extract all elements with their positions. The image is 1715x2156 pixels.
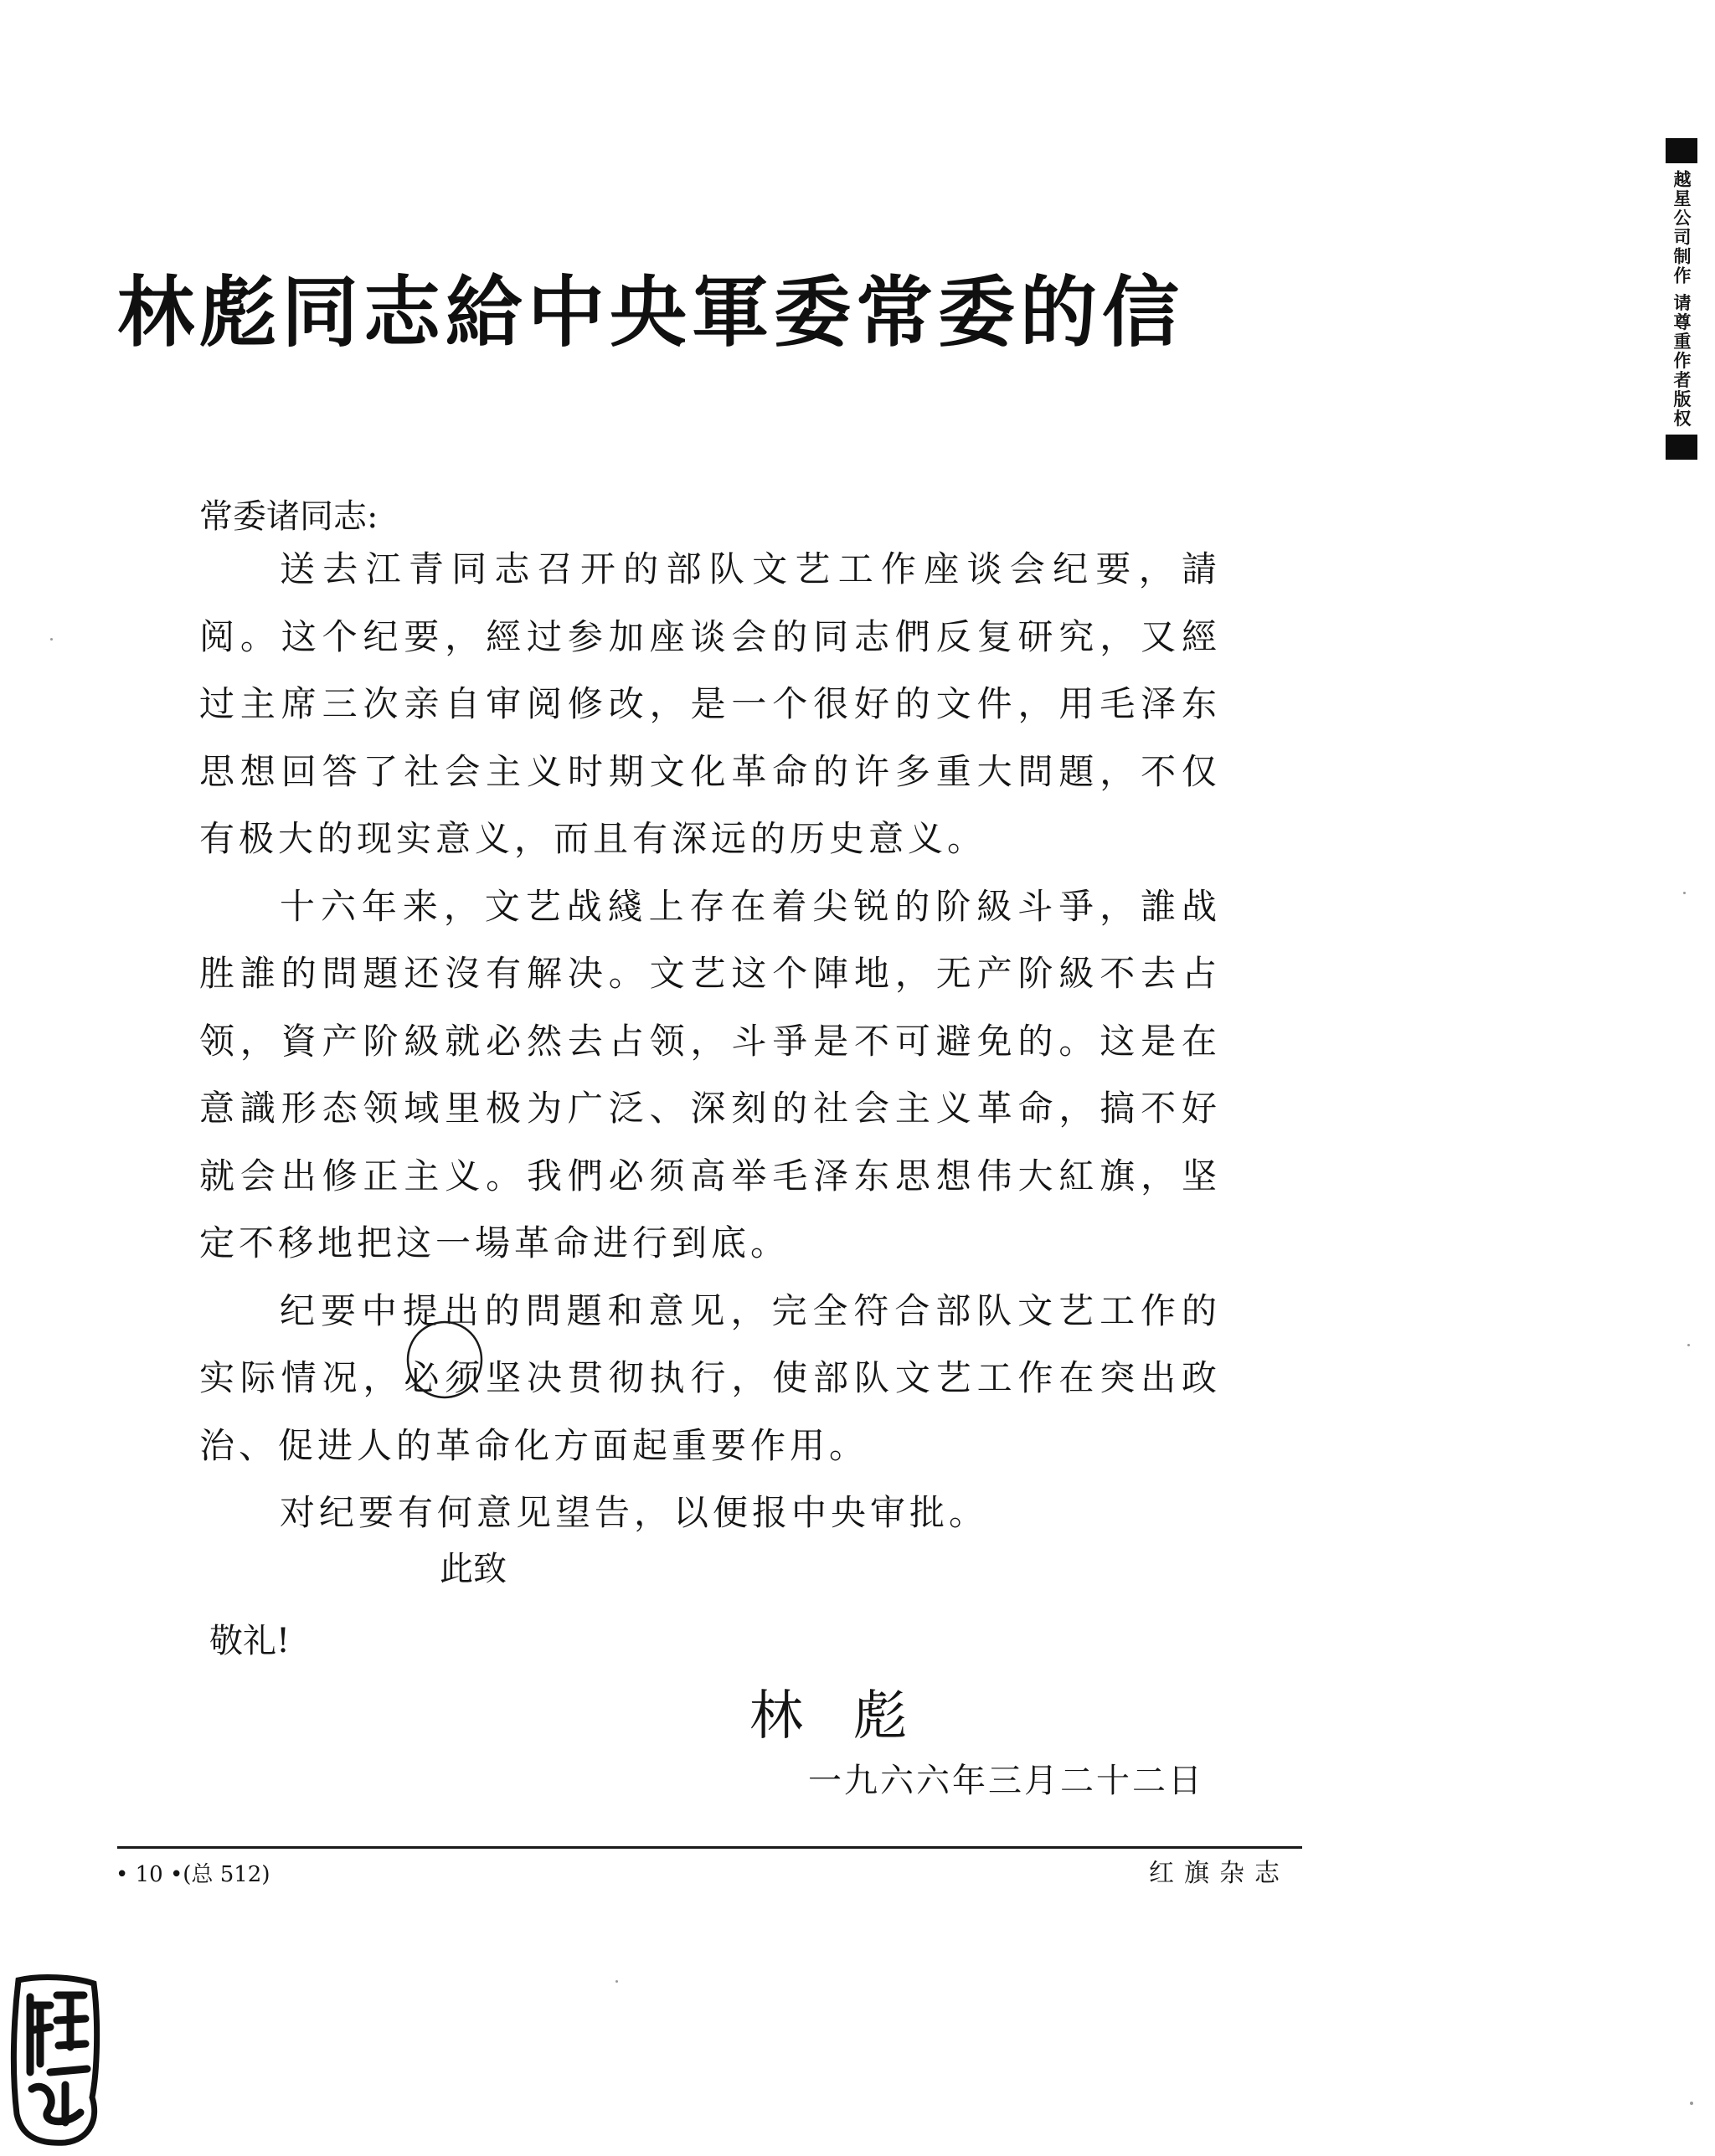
scan-speck [615,1980,618,1983]
watermark-bottom-bar [1666,435,1697,460]
letter-date: 一九六六年三月二十二日 [808,1762,1204,1800]
letter-paragraph-3: 纪要中提出的問題和意见，完全符合部队文艺工作的实际情况，必须坚决贯彻执行，使部队文艺工作在突出政治、促进人的革命化方面起重要作用。 [199,1289,1221,1466]
scan-speck [1690,2102,1693,2105]
watermark-top-bar [1666,138,1697,163]
letter-paragraph-1: 送去江青同志召开的部队文艺工作座谈会纪要，請阅。这个纪要，經过参加座谈会的同志們反复研究，又經过主席三次亲自审阅修改，是一个很好的文件，用毛泽东思想回答了社会主义时期文化革命的许多重大問題，不仅有极大的现实意义，而且有深远的历史意义。 [199,548,1221,859]
side-watermark [1665,138,1698,460]
signature: 林彪 [749,1685,957,1747]
page-number: • 10 •(总 512) [116,1862,270,1887]
seal-stamp-icon [7,1972,107,2148]
salutation: 常委诸同志: [199,497,379,536]
page-title: 林彪同志給中央軍委常委的信 [117,268,1185,358]
closing-greeting: 敬礼! [209,1622,291,1660]
closing-phrase: 此致 [440,1550,507,1588]
journal-name: 红旗杂志 [1149,1859,1290,1888]
scan-speck [50,638,53,641]
letter-paragraph-2: 十六年来，文艺战綫上存在着尖锐的阶級斗爭，誰战胜誰的問題还沒有解决。文艺这个陣地，无产阶級不去占领，資产阶級就必然去占领，斗爭是不可避免的。这是在意識形态领域里极为广泛、深刻的社会主义革命，搞不好就会出修正主义。我們必须高举毛泽东思想伟大紅旗，坚定不移地把这一場革命进行到底。 [199,885,1221,1263]
letter-paragraph-4: 对纪要有何意见望告，以便报中央审批。 [280,1492,989,1533]
footer-divider [117,1846,1302,1849]
scan-speck [1687,1344,1690,1346]
letter-body [199,536,1221,1547]
scan-speck [1683,892,1686,894]
watermark-text: 越星公司制作 请尊重作者版权 [1671,170,1692,429]
